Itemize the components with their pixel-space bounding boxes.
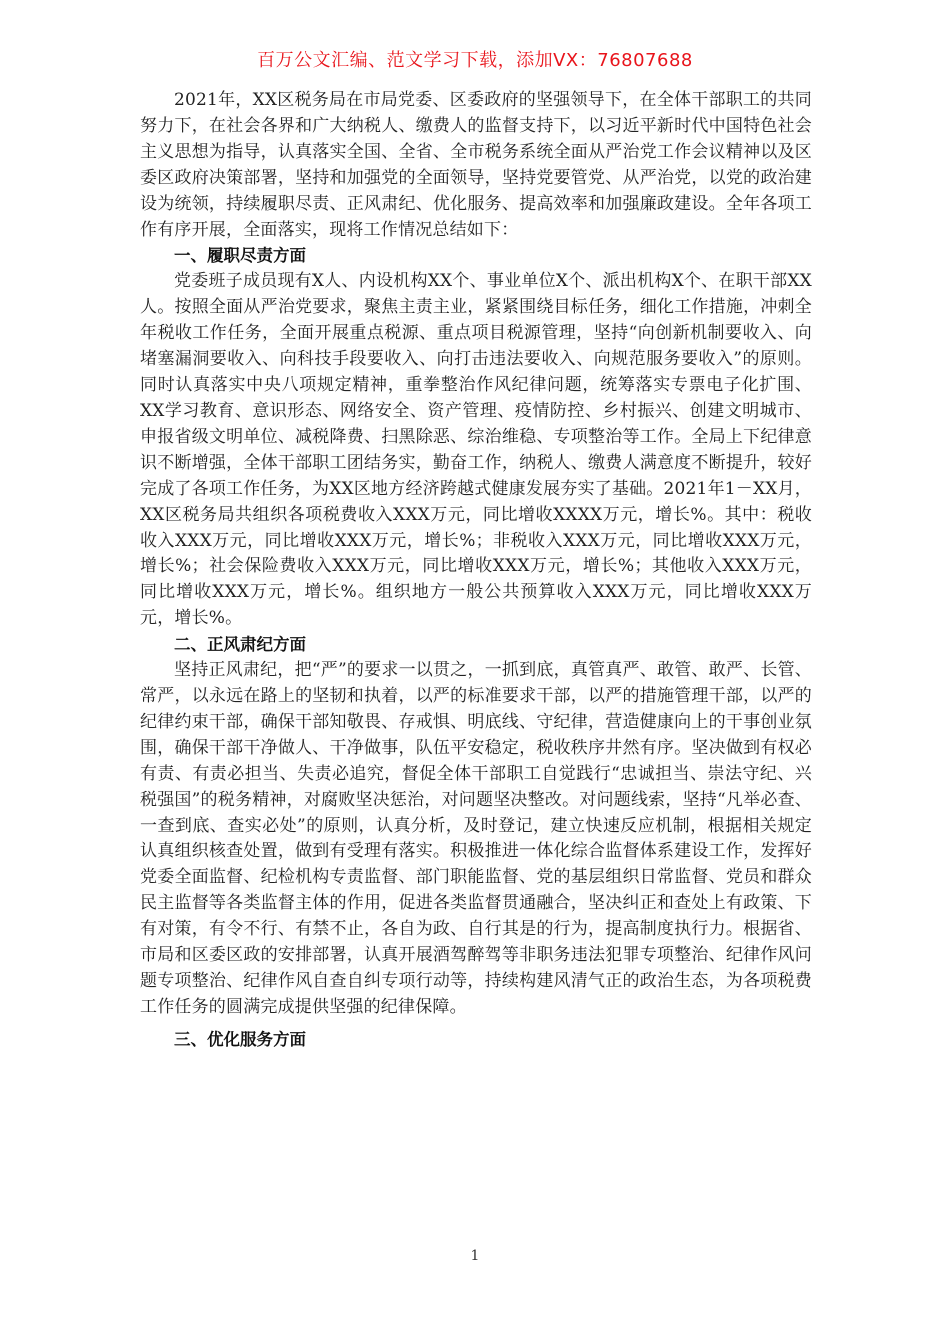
- section-body-2: 坚持正风肃纪，把“严”的要求一以贯之，一抓到底，真管真严、敢管、敢严、长管、常严，以永远在路上的坚韧和执着，以严的标准要求干部，以严的措施管理干部，以严的纪律约束干部，确保干部知敬畏、存戒惧、明底线、守纪律，营造健康向上的干事创业氛围，确保干部干净做人、干净做事，队伍平安稳定，税收秩序井然有序。坚决做到有权必有责、有责必担当、失责必追究，督促全体干部职工自觉践行“忠诚担当、崇法守纪、兴税强国”的税务精神，对腐败坚决惩治，对问题坚决整改。对问题线索，坚持“凡举必查、一查到底、查实必处”的原则，认真分析，及时登记，建立快速反应机制，根据相关规定认真组织核查处置，做到有受理有落实。积极推进一体化综合监督体系建设工作，发挥好党委全面监督、纪检机构专责监督、部门职能监督、党的基层组织日常监督、党员和群众民主监督等各类监督主体的作用，促进各类监督贯通融合，坚决纠正和查处上有政策、下有对策，有令不行、有禁不止，各自为政、自行其是的行为，提高制度执行力。根据省、市局和区委区政的安排部署，认真开展酒驾醉驾等非职务违法犯罪专项整治、纪律作风问题专项整治、纪律作风自查自纠专项行动等，持续构建风清气正的政治生态，为各项税费工作任务的圆满完成提供坚强的纪律保障。: [140, 660, 812, 1017]
- intro-paragraph: 2021年，XX区税务局在市局党委、区委政府的坚强领导下，在全体干部职工的共同努力下，在社会各界和广大纳税人、缴费人的监督支持下，以习近平新时代中国特色社会主义思想为指导，认真落实全国、全省、全市税务系统全面从严治党工作会议精神以及区委区政府决策部署，坚持和加强党的全面领导，坚持党要管党、从严治党，以党的政治建设为统领，持续履职尽责、正风肃纪、优化服务、提高效率和加强廉政建设。全年各项工作有序开展，全面落实，现将工作情况总结如下：: [140, 90, 812, 240]
- page-number: 1: [470, 1248, 480, 1264]
- section-heading-3: 三、优化服务方面: [174, 1029, 306, 1049]
- header-banner: 百万公文汇编、范文学习下载，添加VX：76807688: [257, 50, 693, 71]
- section-body-1: 党委班子成员现有X人、内设机构XX个、事业单位X个、派出机构X个、在职干部XX人。按照全面从严治党要求，聚焦主责主业，紧紧围绕目标任务，细化工作措施，冲刺全年税收工作任务，全面开展重点税源、重点项目税源管理，坚持“向创新机制要收入、向堵塞漏洞要收入、向科技手段要收入、向打击违法要收入、向规范服务要收入”的原则。同时认真落实中央八项规定精神，重拳整治作风纪律问题，统筹落实专票电子化扩围、XX学习教育、意识形态、网络安全、资产管理、疫情防控、乡村振兴、创建文明城市、申报省级文明单位、减税降费、扫黑除恶、综治维稳、专项整治等工作。全局上下纪律意识不断增强，全体干部职工团结务实，勤奋工作，纳税人、缴费人满意度不断提升，较好完成了各项工作任务，为XX区地方经济跨越式健康发展夯实了基础。2021年1－XX月，XX区税务局共组织各项税费收入XXX万元，同比增收XXXX万元，增长%。其中：税收收入XXX万元，同比增收XXX万元，增长%；非税收入XXX万元，同比增收XXX万元，增长%；社会保险费收入XXX万元，同比增收XXX万元，增长%；其他收入XXX万元，同比增收XXX万元，增长%。组织地方一般公共预算收入XXX万元，同比增收XXX万元，增长%。: [140, 271, 812, 629]
- section-heading-2: 二、正风肃纪方面: [174, 635, 306, 655]
- document-body: [140, 88, 812, 1053]
- section-heading-1: 一、履职尽责方面: [174, 246, 306, 266]
